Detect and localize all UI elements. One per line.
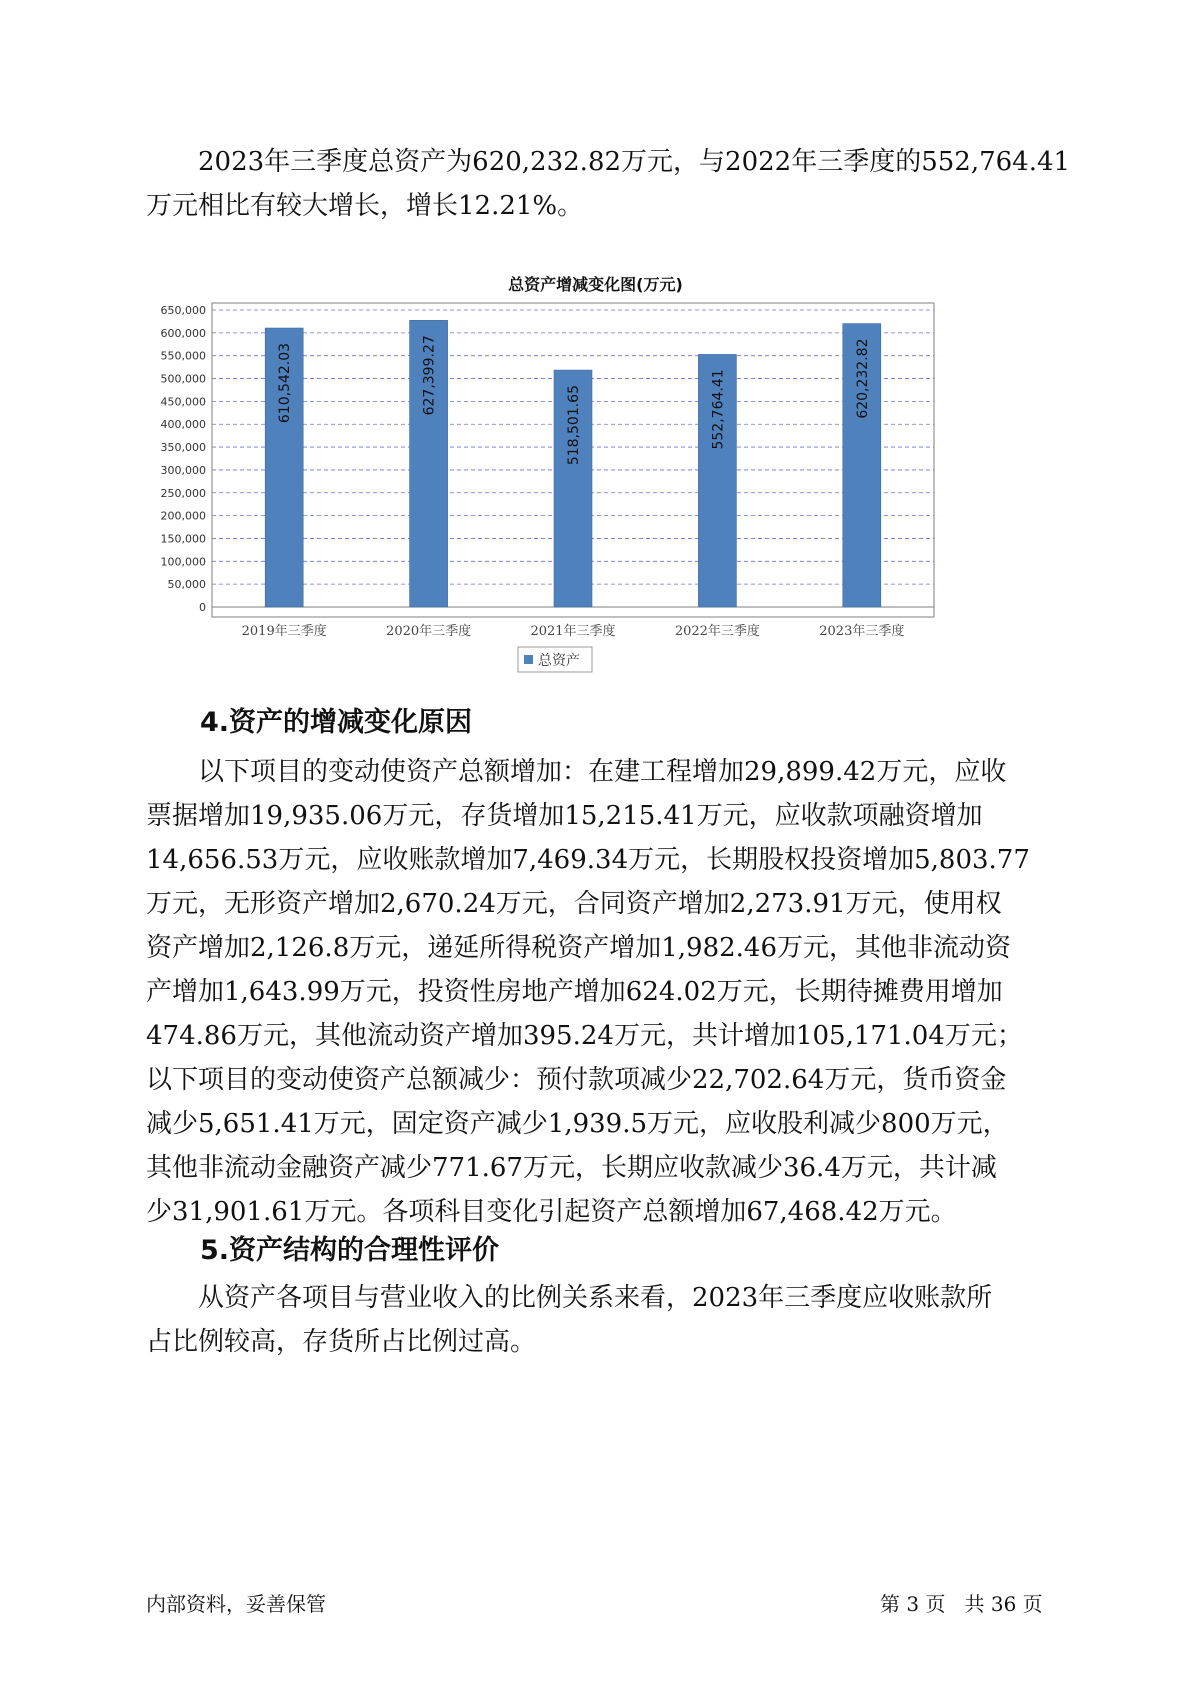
footer-page-number: 第 3 页 共 36 页 <box>880 1592 1043 1616</box>
section-5-heading: 5.资产结构的合理性评价 <box>200 1235 500 1266</box>
y-tick-label: 550,000 <box>160 349 206 363</box>
section-4-line: 以下项目的变动使资产总额增加：在建工程增加29,899.42万元，应收 <box>198 757 1007 787</box>
section-4-line: 14,656.53万元，应收账款增加7,469.34万元，长期股权投资增加5,803.77 <box>146 845 1030 875</box>
y-tick-label: 500,000 <box>160 372 206 386</box>
y-tick-label: 400,000 <box>160 418 206 432</box>
section-4-line: 资产增加2,126.8万元，递延所得税资产增加1,982.46万元，其他非流动资 <box>146 933 1012 963</box>
intro-line: 万元相比有较大增长，增长12.21%。 <box>146 191 584 221</box>
section-5-line: 从资产各项目与营业收入的比例关系来看，2023年三季度应收账款所 <box>198 1283 993 1313</box>
legend-label: 总资产 <box>538 653 580 669</box>
section-4-paragraph <box>146 750 1066 1234</box>
bar-value-label: 627,399.27 <box>421 335 438 416</box>
chart-legend <box>518 647 592 672</box>
intro-line: 2023年三季度总资产为620,232.82万元，与2022年三季度的552,764.41 <box>198 147 1071 177</box>
section-4-line: 其他非流动金融资产减少771.67万元，长期应收款减少36.4万元，共计减 <box>146 1153 997 1183</box>
section-4-line: 票据增加19,935.06万元，存货增加15,215.41万元，应收款项融资增加 <box>146 801 983 831</box>
y-tick-label: 600,000 <box>160 326 206 340</box>
section-4-line: 以下项目的变动使资产总额减少：预付款项减少22,702.64万元，货币资金 <box>146 1065 1007 1095</box>
y-tick-label: 100,000 <box>160 555 206 569</box>
y-tick-label: 150,000 <box>160 532 206 546</box>
section-4-line: 474.86万元，其他流动资产增加395.24万元，共计增加105,171.04万元； <box>146 1021 1023 1051</box>
y-tick-label: 200,000 <box>160 509 206 523</box>
chart-x-ticks <box>242 623 905 639</box>
legend-swatch <box>524 655 533 664</box>
section-5-paragraph <box>146 1276 1066 1364</box>
section-4-line: 少31,901.61万元。各项科目变化引起资产总额增加67,468.42万元。 <box>146 1197 957 1227</box>
bar-value-label: 518,501.65 <box>566 384 582 466</box>
x-tick-label: 2022年三季度 <box>674 624 760 639</box>
y-tick-label: 300,000 <box>160 463 206 477</box>
chart-title: 总资产增减变化图(万元) <box>508 275 683 294</box>
y-tick-label: 350,000 <box>160 441 206 455</box>
x-tick-label: 2020年三季度 <box>386 624 472 639</box>
y-tick-label: 50,000 <box>167 578 206 592</box>
section-4-line: 产增加1,643.99万元，投资性房地产增加624.02万元，长期待摊费用增加 <box>146 977 1003 1007</box>
bar-value-label: 620,232.82 <box>854 338 871 419</box>
chart-bars <box>265 320 881 607</box>
section-4-heading: 4.资产的增减变化原因 <box>200 707 473 738</box>
y-tick-label: 450,000 <box>160 395 206 409</box>
bar-value-label: 610,542.03 <box>277 342 294 424</box>
y-tick-label: 0 <box>199 601 206 614</box>
x-tick-label: 2019年三季度 <box>241 624 327 639</box>
section-4-line: 减少5,651.41万元，固定资产减少1,939.5万元，应收股利减少800万元， <box>146 1109 1009 1139</box>
x-tick-label: 2023年三季度 <box>819 624 905 639</box>
y-tick-label: 250,000 <box>160 486 206 500</box>
footer-confidential-note: 内部资料，妥善保管 <box>146 1592 326 1616</box>
intro-paragraph <box>146 140 1071 228</box>
section-4-line: 万元，无形资产增加2,670.24万元，合同资产增加2,273.91万元，使用权 <box>146 889 1002 919</box>
total-assets-bar-chart <box>150 300 950 680</box>
chart-y-ticks <box>161 304 207 614</box>
section-5-line: 占比例较高，存货所占比例过高。 <box>146 1327 537 1357</box>
x-tick-label: 2021年三季度 <box>530 624 616 639</box>
bar-value-label: 552,764.41 <box>710 369 727 450</box>
y-tick-label: 650,000 <box>160 304 206 317</box>
